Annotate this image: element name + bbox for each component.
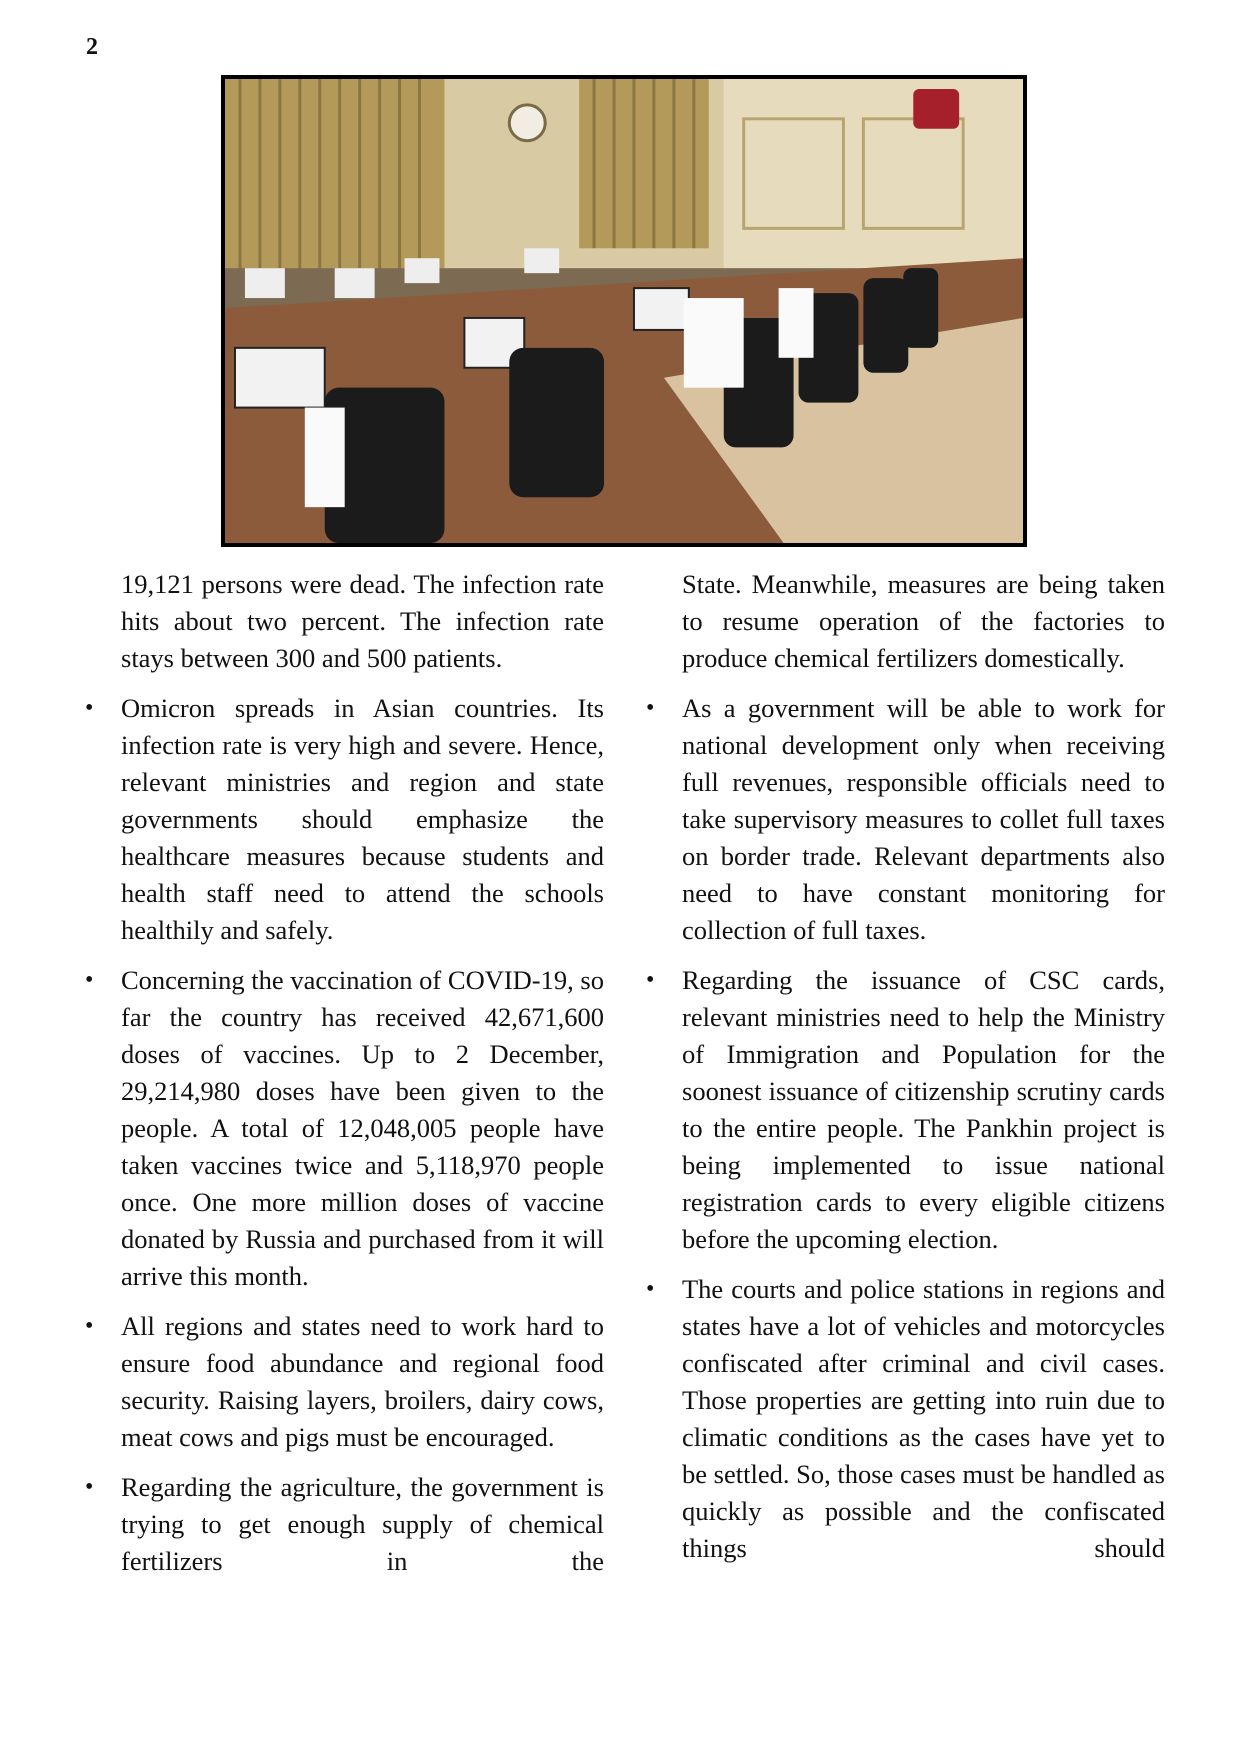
right-column <box>682 566 1165 1580</box>
bullet-item: • Regarding the issuance of CSC cards, relevant ministries need to help the Ministry of Immigration and Population for the soonest issuance of citizenship scrutiny cards to the entire people. The Pankhin project is being implemented to issue national registration cards to every eligible citizens before the upcoming election. <box>682 962 1165 1258</box>
bullet-item: • All regions and states need to work hard to ensure food abundance and regional food security. Raising layers, broilers, dairy cows, meat cows and pigs must be encouraged. <box>121 1308 604 1456</box>
continuation-paragraph: 19,121 persons were dead. The infection rate hits about two percent. The infection rate stays between 300 and 500 patients. <box>121 569 604 673</box>
page-number: 2 <box>86 34 98 60</box>
meeting-room-photo <box>221 75 1027 547</box>
bullet-item: • The courts and police stations in regions and states have a lot of vehicles and motorcycles confiscated after criminal and civil cases. Those properties are getting into ruin due to climatic conditions as the cases have yet to be settled. So, those cases must be handled as quickly as possible and the confiscated things should <box>682 1271 1165 1567</box>
continuation-paragraph: State. Meanwhile, measures are being taken to resume operation of the factories to produce chemical fertilizers domestically. <box>682 569 1165 673</box>
bullet-item: • Concerning the vaccination of COVID-19, so far the country has received 42,671,600 doses of vaccines. Up to 2 December, 29,214,980 doses have been given to the people. A total of 12,048,005 people have taken vaccines twice and 5,118,970 people once. One more million doses of vaccine donated by Russia and purchased from it will arrive this month. <box>121 962 604 1295</box>
bullet-item: • As a government will be able to work for national development only when receiving full revenues, responsible officials need to take supervisory measures to collet full taxes on border trade. Relevant departments also need to have constant monitoring for collection of full taxes. <box>682 690 1165 949</box>
left-column <box>121 566 604 1593</box>
bullet-list <box>682 690 1165 1567</box>
bullet-item: • Omicron spreads in Asian countries. Its infection rate is very high and severe. Hence, relevant ministries and region and state governments should emphasize the healthcare measures because students and health staff need to attend the schools healthily and safely. <box>121 690 604 949</box>
bullet-item: • Regarding the agriculture, the government is trying to get enough supply of chemical fertilizers in the <box>121 1469 604 1580</box>
bullet-list <box>121 690 604 1580</box>
